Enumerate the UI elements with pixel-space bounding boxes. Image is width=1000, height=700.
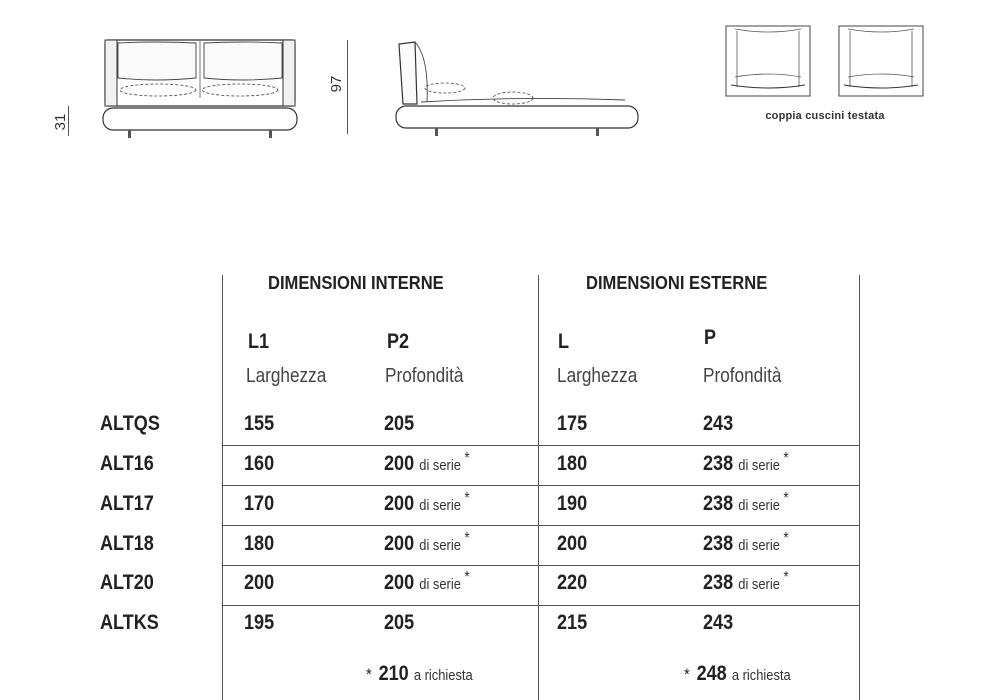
table-divider-right bbox=[859, 275, 860, 700]
cell-p2: 200 di serie * bbox=[384, 490, 470, 515]
column-code-p: P bbox=[704, 326, 717, 349]
cell-l1: 180 bbox=[244, 532, 275, 555]
cell-p: 243 bbox=[703, 412, 734, 435]
group-header-internal: DIMENSIONI INTERNE bbox=[268, 273, 444, 293]
cell-p2: 205 bbox=[384, 412, 415, 435]
cell-l1: 155 bbox=[244, 412, 275, 435]
column-code-p2: P2 bbox=[387, 330, 410, 353]
column-label-l: Larghezza bbox=[557, 365, 638, 387]
front-height-tick bbox=[68, 106, 69, 136]
table-divider-middle bbox=[538, 275, 539, 700]
model-code: ALT18 bbox=[100, 532, 154, 555]
model-code: ALT16 bbox=[100, 452, 154, 475]
cell-l: 180 bbox=[557, 452, 588, 475]
column-label-l1: Larghezza bbox=[246, 365, 327, 387]
model-code: ALT17 bbox=[100, 492, 154, 515]
group-header-external: DIMENSIONI ESTERNE bbox=[586, 273, 768, 293]
cell-p: 238 di serie * bbox=[703, 569, 789, 594]
cell-l: 175 bbox=[557, 412, 588, 435]
headboard-cushion-right-drawing bbox=[838, 25, 924, 97]
cell-p: 238 di serie * bbox=[703, 490, 789, 515]
row-separator bbox=[222, 485, 859, 486]
cell-p: 238 di serie * bbox=[703, 530, 789, 555]
column-label-p: Profondità bbox=[703, 365, 782, 387]
side-height-label: 97 bbox=[327, 75, 345, 93]
cushion-caption: coppia cuscini testata bbox=[765, 110, 885, 122]
bed-front-view-drawing bbox=[100, 38, 300, 140]
model-code: ALTKS bbox=[100, 611, 159, 634]
footnote-p-on-request: * 248 a richiesta bbox=[684, 662, 791, 685]
cell-p2: 200 di serie * bbox=[384, 569, 470, 594]
cell-p2: 200 di serie * bbox=[384, 450, 470, 475]
cell-l1: 170 bbox=[244, 492, 275, 515]
cell-l1: 160 bbox=[244, 452, 275, 475]
row-separator bbox=[222, 445, 859, 446]
row-separator bbox=[222, 565, 859, 566]
column-label-p2: Profondità bbox=[385, 365, 464, 387]
cell-l: 220 bbox=[557, 571, 588, 594]
headboard-cushion-left-drawing bbox=[725, 25, 811, 97]
column-code-l1: L1 bbox=[248, 330, 270, 353]
cell-p2: 205 bbox=[384, 611, 415, 634]
cell-l: 190 bbox=[557, 492, 588, 515]
cell-l1: 200 bbox=[244, 571, 275, 594]
front-height-label: 31 bbox=[51, 113, 69, 131]
footnote-p2-on-request: * 210 a richiesta bbox=[366, 662, 473, 685]
model-code: ALTQS bbox=[100, 412, 160, 435]
cell-l1: 195 bbox=[244, 611, 275, 634]
cell-p: 238 di serie * bbox=[703, 450, 789, 475]
model-code: ALT20 bbox=[100, 571, 154, 594]
cell-p: 243 bbox=[703, 611, 734, 634]
table-divider-left bbox=[222, 275, 223, 700]
bed-side-view-drawing bbox=[393, 38, 643, 140]
row-separator bbox=[222, 605, 859, 606]
cell-l: 200 bbox=[557, 532, 588, 555]
column-code-l: L bbox=[558, 330, 570, 353]
cell-p2: 200 di serie * bbox=[384, 530, 470, 555]
cell-l: 215 bbox=[557, 611, 588, 634]
row-separator bbox=[222, 525, 859, 526]
